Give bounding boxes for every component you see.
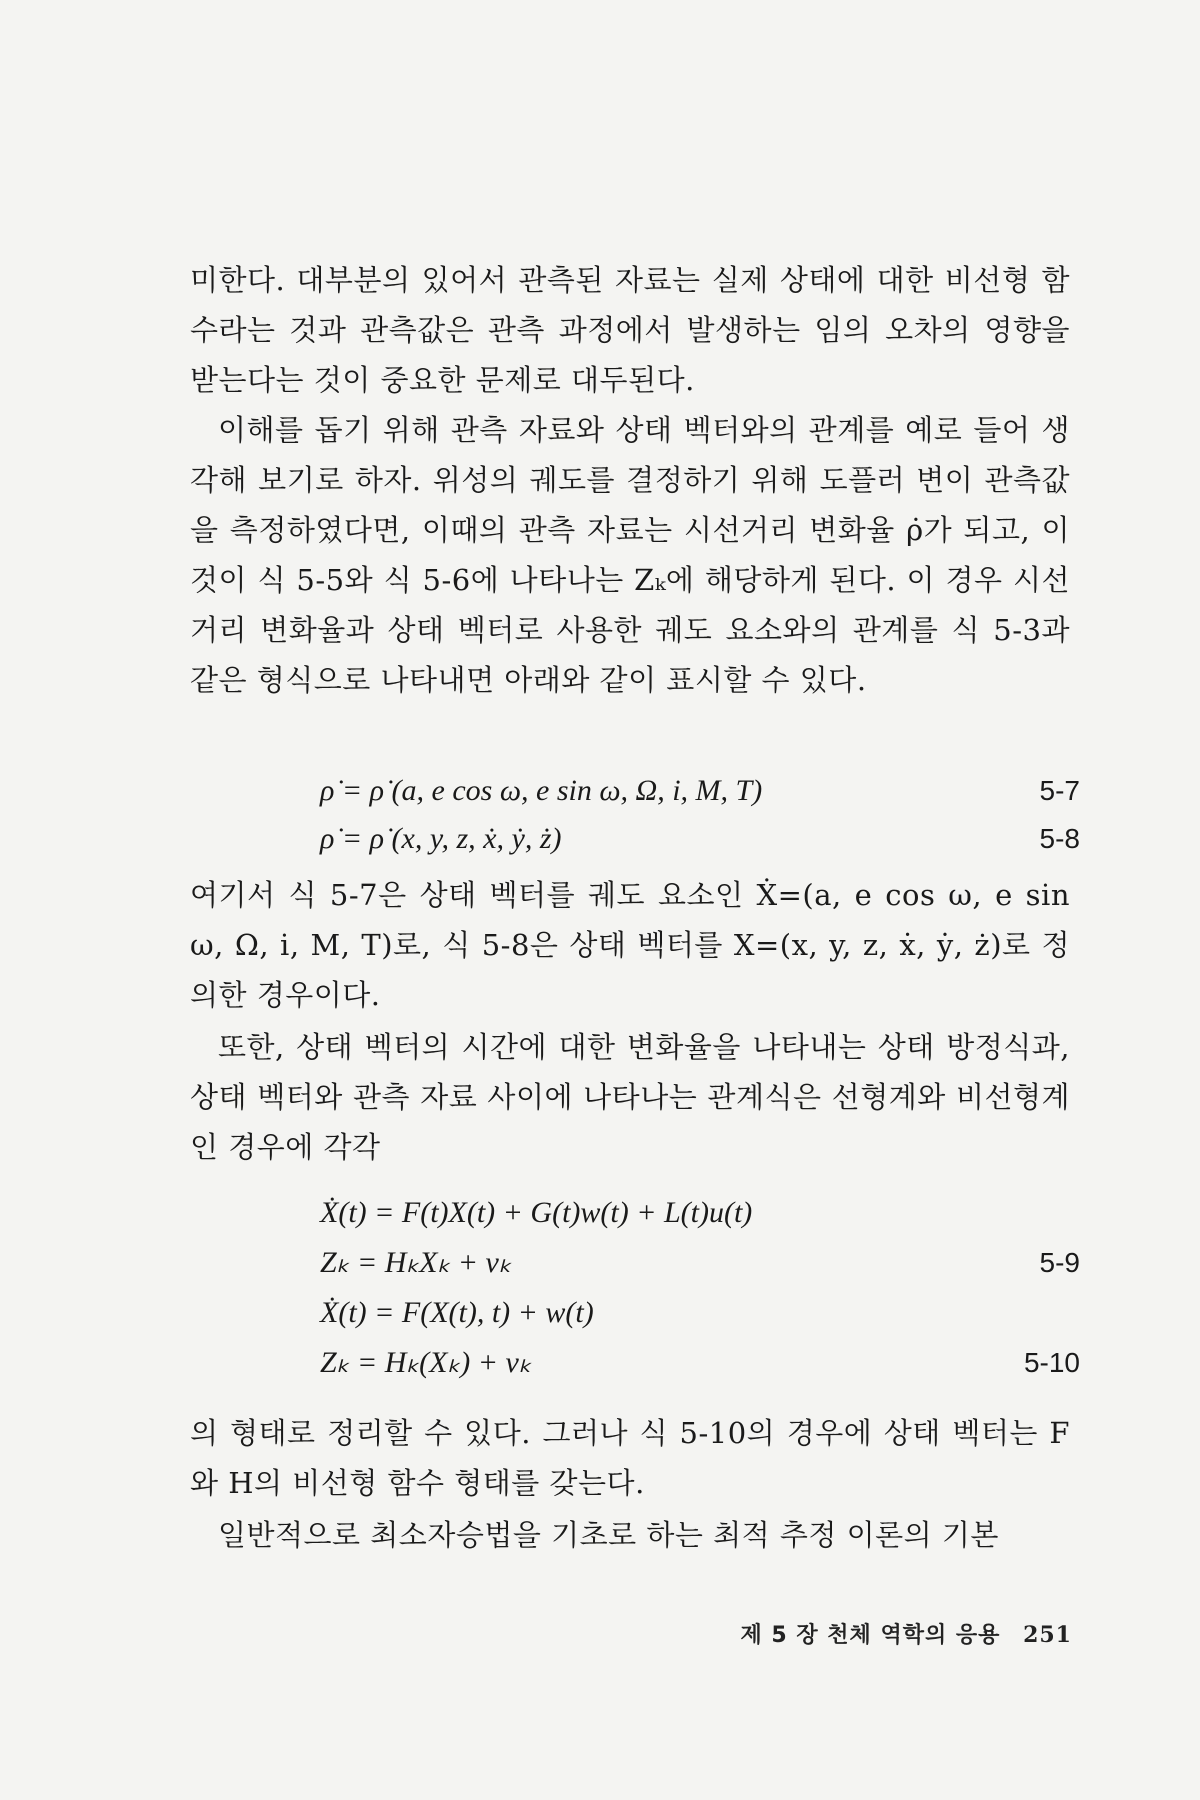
equation-observation-linear: Zₖ = HₖXₖ + vₖ bbox=[320, 1246, 512, 1279]
paragraph-1: 미한다. 대부분의 있어서 관측된 자료는 실제 상태에 대한 비선형 함수라는 것과 관측값은 관측 과정에서 발생하는 임의 오차의 영향을 받는다는 것이 중요한 문제로 대두된다. bbox=[190, 263, 1070, 397]
page-number: 251 bbox=[1023, 1622, 1072, 1648]
paragraph-2: 이해를 돕기 위해 관측 자료와 상태 벡터와의 관계를 예로 들어 생각해 보기로 하자. 위성의 궤도를 결정하기 위해 도플러 변이 관측값을 측정하였다면, 이때의 관측 자료는 시선거리 변화율 ρ̇가 되고, 이것이 식 5-5와 식 5-6에 나타나는 Zₖ에 해당하게 된다. 이 경우 시선거리 변화율과 상태 벡터로 사용한 궤도 요소와의 관계를 식 5-3과 같은 형식으로 나타내면 아래와 같이 표시할 수 있다. bbox=[190, 413, 1070, 697]
equation-number-5-7: 5-7 bbox=[1039, 775, 1080, 806]
equation-number-5-8: 5-8 bbox=[1039, 823, 1080, 854]
equation-state-linear: Ẋ(t) = F(t)X(t) + G(t)w(t) + L(t)u(t) bbox=[320, 1196, 753, 1229]
chapter-title: 제 5 장 천체 역학의 응용 bbox=[740, 1623, 1001, 1648]
equation-state-nonlinear: Ẋ(t) = F(X(t), t) + w(t) bbox=[320, 1296, 594, 1329]
equation-number-5-10: 5-10 bbox=[1023, 1347, 1080, 1378]
equation-number-5-9: 5-9 bbox=[1039, 1247, 1080, 1278]
equation-observation-nonlinear: Zₖ = Hₖ(Xₖ) + vₖ bbox=[320, 1346, 532, 1379]
equation-5-8: ρ̇ = ρ̇ (x, y, z, ẋ, ẏ, ż) bbox=[320, 822, 562, 855]
paragraph-5: 의 형태로 정리할 수 있다. 그러나 식 5-10의 경우에 상태 벡터는 F와 H의 비선형 함수 형태를 갖는다. bbox=[190, 1416, 1070, 1500]
paragraph-4: 또한, 상태 벡터의 시간에 대한 변화율을 나타내는 상태 방정식과, 상태 벡터와 관측 자료 사이에 나타나는 관계식은 선형계와 비선형계인 경우에 각각 bbox=[190, 1030, 1070, 1164]
page-footer bbox=[741, 1618, 1072, 1649]
equation-5-7: ρ̇ = ρ̇ (a, e cos ω, e sin ω, Ω, i, M, T) bbox=[320, 774, 763, 807]
paragraph-3: 여기서 식 5-7은 상태 벡터를 궤도 요소인 Ẋ=(a, e cos ω, e sin ω, Ω, i, M, T)로, 식 5-8은 상태 벡터를 X=(x, y, z, ẋ, ẏ, ż)로 정의한 경우이다. bbox=[190, 878, 1070, 1012]
paragraph-6: 일반적으로 최소자승법을 기초로 하는 최적 추정 이론의 기본 bbox=[218, 1518, 999, 1552]
